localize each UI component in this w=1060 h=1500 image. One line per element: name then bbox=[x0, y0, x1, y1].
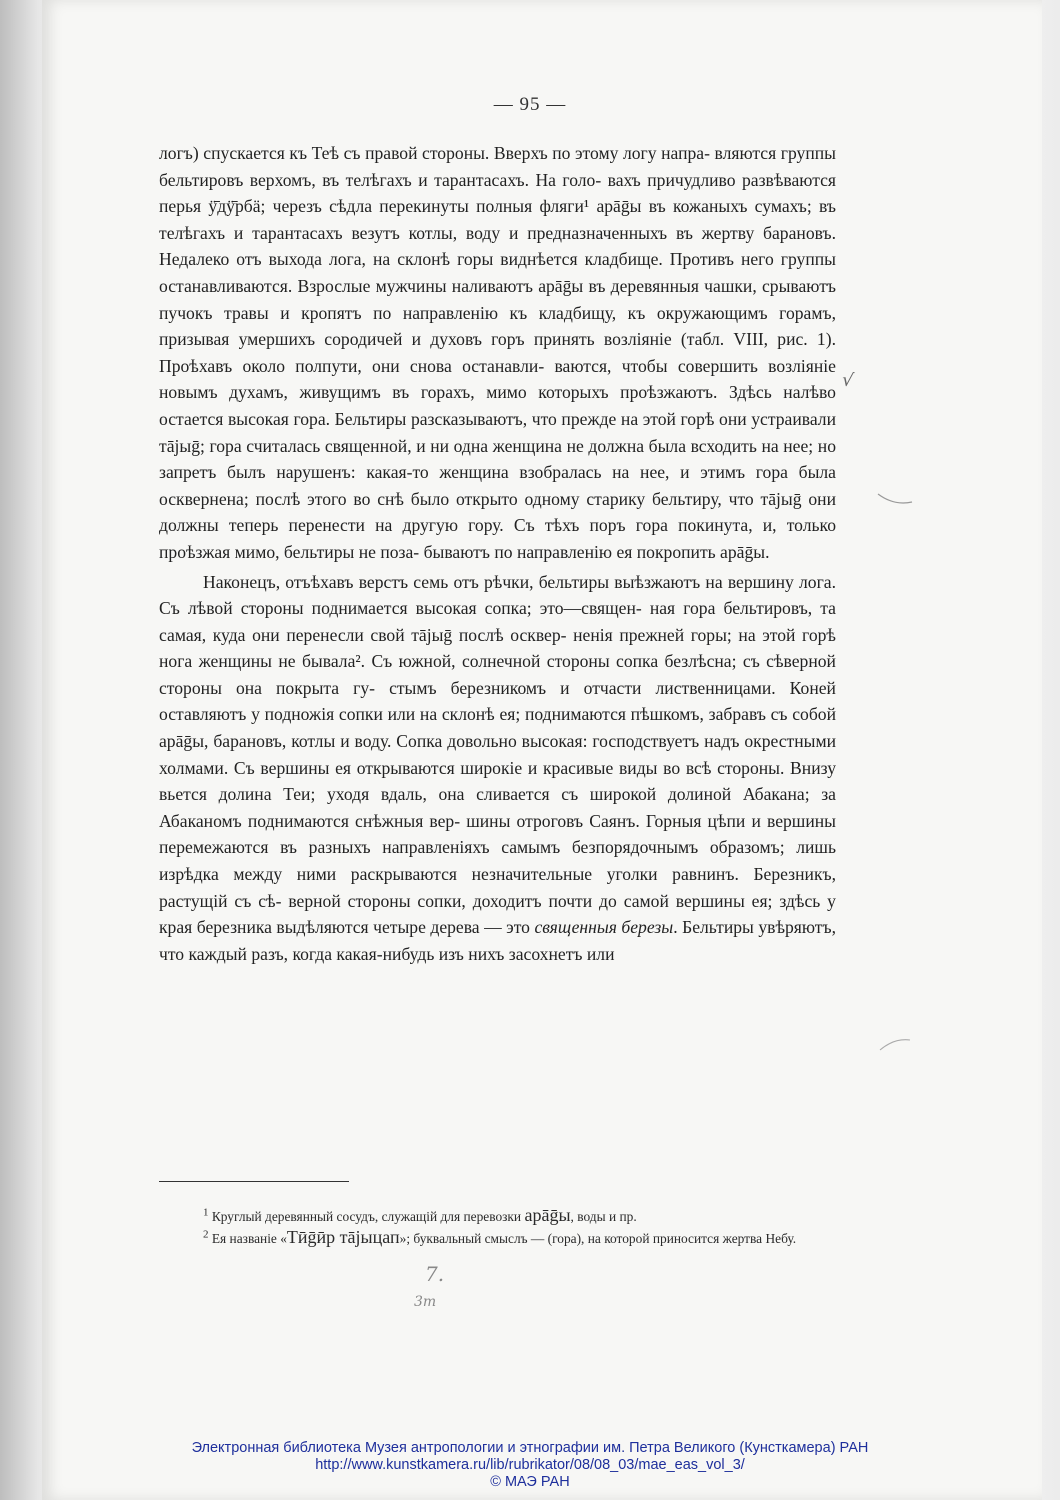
text-line: ненія прежней горы; на этой горѣ нога женщины не бывала². Съ южной, bbox=[159, 624, 836, 672]
text-line: стымъ березникомъ и отчасти лиственницами. Коней оставляютъ у подножія bbox=[159, 677, 836, 725]
text-line: останавливаются. Взрослые мужчины наливаютъ арāḡы въ деревянныя bbox=[159, 275, 699, 296]
text-line: шины отроговъ Саянъ. Горныя цѣпи и вершины перемежаются въ разныхъ bbox=[159, 810, 836, 858]
page-number: — 95 — bbox=[493, 94, 567, 115]
text-line: . Бельтиры bbox=[673, 917, 754, 938]
text-line: гора была осквернена; послѣ этого во снѣ было открыто одному старику bbox=[159, 462, 836, 509]
text-line: вершину лога. Съ лѣвой стороны поднимается высокая сопка; это—священ- bbox=[159, 571, 836, 619]
text-line: окрестными холмами. Съ вершины ея открываются широкіе и красивые bbox=[159, 731, 837, 778]
footnotes bbox=[159, 1206, 834, 1250]
paragraph-1 bbox=[159, 140, 836, 566]
text-line: считалась священной, и ни одна женщина не должна была всходить на нее; bbox=[246, 435, 814, 456]
text-line: Съ тѣхъ поръ гора покинута, и, только проѣзжая мимо, бельтиры не поза- bbox=[159, 515, 836, 562]
watermark-line: Электронная библиотека Музея антропологии и этнографии им. Петра Великого (Кунсткамера) РАН bbox=[191, 1440, 869, 1456]
text-line: бельтиру, что тāјыḡ они должны теперь перенести на другую гору. bbox=[159, 488, 836, 536]
footnote-1 bbox=[159, 1206, 834, 1226]
text-line: везутъ котлы, воду и предназначенныхъ въ жертву барановъ. Недалеко отъ bbox=[159, 222, 836, 270]
paragraph-2 bbox=[159, 569, 836, 968]
body-text bbox=[159, 140, 836, 967]
margin-stroke-mark bbox=[876, 490, 916, 510]
text-line: возліяніе (табл. VIII, рис. 1). Проѣхавъ около полпути, они снова останавли- bbox=[159, 329, 836, 376]
margin-stroke-mark bbox=[878, 1036, 912, 1054]
text-line: ная гора бельтировъ, та самая, куда они перенесли свой тāјыḡ послѣ осквер- bbox=[159, 598, 836, 645]
watermark-copyright: © МАЭ РАН bbox=[490, 1474, 570, 1490]
text-line: разсказываютъ, что прежде на этой горѣ они устраивали тāјыḡ; гора bbox=[159, 408, 837, 456]
text-line: раскрываются незначительные уголки равнинъ. Березникъ, растущій съ сѣ- bbox=[159, 864, 836, 911]
text-line: полныя фляги¹ арāḡы въ кожаныхъ сумахъ; въ телѣгахъ и тарантасахъ bbox=[159, 196, 836, 243]
italic-phrase: священныя березы bbox=[534, 917, 674, 938]
text-line: солнечной стороны сопка безлѣсна; съ сѣверной стороны она покрыта гу- bbox=[159, 651, 836, 698]
pencil-annotation: 7. bbox=[425, 1262, 445, 1286]
text-line: виды во всѣ стороны. Внизу вьется долина Теи; уходя вдаль, она сливается bbox=[159, 757, 837, 805]
library-watermark bbox=[0, 1440, 1060, 1491]
footnote-text: Ея названіе « bbox=[211, 1231, 287, 1246]
footnote-divider bbox=[159, 1181, 349, 1182]
text-line: мимо которыхъ проѣзжаютъ. Здѣсь налѣво остается высокая гора. Бельтиры bbox=[159, 382, 836, 429]
text-line: Наконецъ, отъѣхавъ верстъ семь отъ рѣчки, бельтиры выѣзжаютъ на bbox=[203, 571, 723, 592]
footnote-term: Тӣḡӣр тāјыцап bbox=[286, 1227, 400, 1247]
text-line: верной стороны сопки, доходитъ почти до самой вершины ея; здѣсь у края bbox=[159, 890, 836, 938]
text-line: березника выдѣляются четыре дерева — это bbox=[196, 917, 530, 938]
footnote-text: »; буквальный смыслъ — (гора), на которой приносится жертва Небу. bbox=[399, 1231, 797, 1246]
text-line: сопки или на склонѣ ея; поднимаются пѣшкомъ, забравъ съ собой арāḡы, bbox=[159, 704, 837, 752]
text-line: вахъ причудливо развѣваются перья ӱ̄дӱ̄рбä; черезъ сѣдла перекинуты bbox=[159, 169, 837, 217]
text-line: бываютъ по направленію ея покропить арāḡы. bbox=[423, 541, 770, 562]
text-line: вляются группы бельтировъ верхомъ, въ телѣгахъ и тарантасахъ. На голо- bbox=[159, 143, 836, 190]
text-line: но запретъ былъ нарушенъ: какая-то женщина взобралась на нее, и этимъ bbox=[159, 435, 836, 483]
text-line: выхода лога, на склонѣ горы виднѣется кладбище. Противъ него группы bbox=[268, 249, 836, 270]
footnote-2 bbox=[159, 1228, 834, 1248]
footnote-mark: 2 bbox=[203, 1228, 209, 1241]
text-line: окружающимъ горамъ, призывая умершихъ сородичей и духовъ горъ принять bbox=[159, 302, 836, 350]
text-line: увѣряютъ, что каждый разъ, когда какая-нибудь изъ нихъ засохнетъ или bbox=[159, 917, 836, 964]
text-line: чашки, срываютъ пучокъ травы и кропятъ по направленію къ кладбищу, къ bbox=[159, 275, 836, 323]
footnote-text: , воды и пр. bbox=[570, 1209, 637, 1224]
footnote-mark: 1 bbox=[203, 1206, 209, 1219]
footnote-term: арāḡы bbox=[524, 1205, 571, 1225]
text-line: съ широкой долиной Абакана; за Абаканомъ поднимаются снѣжныя вер- bbox=[159, 784, 836, 831]
text-line: логъ) спускается къ Теѣ съ правой стороны. Вверхъ по этому логу напра- bbox=[159, 143, 710, 163]
pencil-annotation: 3m bbox=[414, 1294, 437, 1310]
footnote-text: Круглый деревянный сосудъ, служащій для перевозки bbox=[211, 1209, 522, 1224]
watermark-url: http://www.kunstkamera.ru/lib/rubrikator/08/08_03/mae_eas_vol_3/ bbox=[315, 1457, 745, 1473]
text-line: барановъ, котлы и воду. Сопка довольно высокая: господствуетъ надъ bbox=[213, 731, 740, 752]
text-line: направленіяхъ самымъ безпорядочнымъ образомъ; лишь изрѣдка между ними bbox=[159, 837, 837, 885]
text-line: ваются, чтобы совершить возліяніе новымъ духамъ, живущимъ въ горахъ, bbox=[159, 355, 836, 403]
margin-check-mark: √ bbox=[840, 369, 855, 392]
